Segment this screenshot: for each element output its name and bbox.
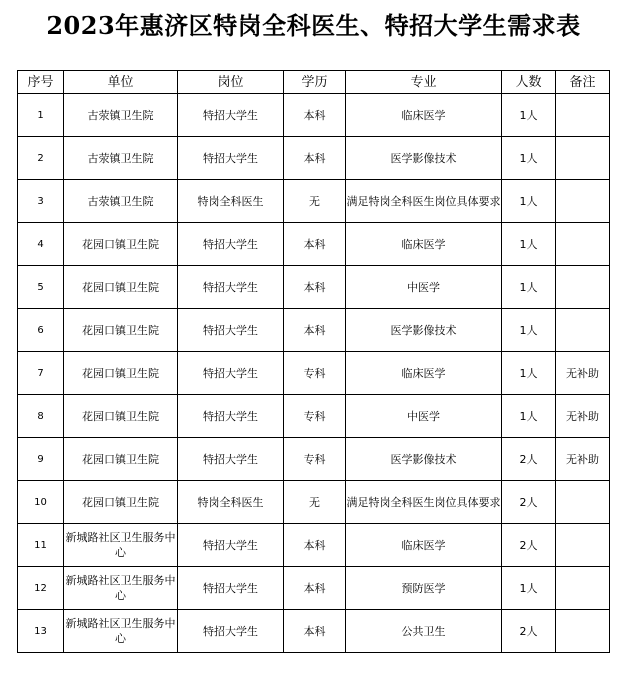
cell-note [556, 481, 610, 524]
cell-note [556, 610, 610, 653]
cell-count: 1人 [502, 94, 556, 137]
cell-count: 2人 [502, 438, 556, 481]
cell-major: 临床医学 [346, 524, 502, 567]
cell-education: 无 [284, 481, 346, 524]
cell-count: 1人 [502, 223, 556, 266]
cell-position: 特招大学生 [178, 137, 284, 180]
cell-position: 特招大学生 [178, 352, 284, 395]
cell-no: 8 [18, 395, 64, 438]
cell-position: 特岗全科医生 [178, 481, 284, 524]
cell-major: 临床医学 [346, 223, 502, 266]
table-row [18, 438, 610, 481]
cell-note [556, 567, 610, 610]
cell-note [556, 94, 610, 137]
cell-major: 医学影像技术 [346, 137, 502, 180]
cell-unit: 花园口镇卫生院 [64, 438, 178, 481]
cell-unit: 新城路社区卫生服务中心 [64, 524, 178, 567]
cell-major: 满足特岗全科医生岗位具体要求 [346, 481, 502, 524]
cell-unit: 花园口镇卫生院 [64, 481, 178, 524]
cell-note [556, 180, 610, 223]
header-unit: 单位 [64, 71, 178, 94]
cell-position: 特招大学生 [178, 567, 284, 610]
table-row [18, 223, 610, 266]
header-note: 备注 [556, 71, 610, 94]
cell-count: 1人 [502, 266, 556, 309]
cell-count: 1人 [502, 180, 556, 223]
cell-count: 1人 [502, 567, 556, 610]
cell-unit: 新城路社区卫生服务中心 [64, 610, 178, 653]
cell-education: 本科 [284, 223, 346, 266]
cell-no: 2 [18, 137, 64, 180]
cell-no: 3 [18, 180, 64, 223]
header-major: 专业 [346, 71, 502, 94]
cell-major: 医学影像技术 [346, 438, 502, 481]
header-no: 序号 [18, 71, 64, 94]
cell-position: 特招大学生 [178, 223, 284, 266]
table-row [18, 266, 610, 309]
cell-position: 特岗全科医生 [178, 180, 284, 223]
cell-no: 10 [18, 481, 64, 524]
cell-note [556, 223, 610, 266]
cell-unit: 古荥镇卫生院 [64, 180, 178, 223]
table-row [18, 395, 610, 438]
cell-education: 专科 [284, 395, 346, 438]
cell-note [556, 137, 610, 180]
cell-no: 5 [18, 266, 64, 309]
table-row [18, 180, 610, 223]
cell-note: 无补助 [556, 438, 610, 481]
cell-education: 本科 [284, 567, 346, 610]
cell-unit: 花园口镇卫生院 [64, 309, 178, 352]
demand-table [17, 70, 610, 653]
cell-count: 1人 [502, 395, 556, 438]
cell-note [556, 266, 610, 309]
table-row [18, 352, 610, 395]
cell-position: 特招大学生 [178, 524, 284, 567]
cell-education: 本科 [284, 524, 346, 567]
cell-unit: 花园口镇卫生院 [64, 395, 178, 438]
cell-unit: 新城路社区卫生服务中心 [64, 567, 178, 610]
cell-education: 专科 [284, 352, 346, 395]
cell-note [556, 524, 610, 567]
table-row [18, 137, 610, 180]
cell-unit: 古荥镇卫生院 [64, 94, 178, 137]
cell-education: 专科 [284, 438, 346, 481]
cell-position: 特招大学生 [178, 438, 284, 481]
cell-position: 特招大学生 [178, 395, 284, 438]
cell-position: 特招大学生 [178, 266, 284, 309]
cell-unit: 古荥镇卫生院 [64, 137, 178, 180]
header-position: 岗位 [178, 71, 284, 94]
cell-unit: 花园口镇卫生院 [64, 223, 178, 266]
cell-major: 临床医学 [346, 94, 502, 137]
cell-education: 本科 [284, 309, 346, 352]
header-count: 人数 [502, 71, 556, 94]
table-row [18, 481, 610, 524]
cell-note: 无补助 [556, 395, 610, 438]
table-row [18, 309, 610, 352]
cell-no: 6 [18, 309, 64, 352]
cell-no: 1 [18, 94, 64, 137]
cell-education: 本科 [284, 266, 346, 309]
cell-major: 临床医学 [346, 352, 502, 395]
cell-no: 7 [18, 352, 64, 395]
table-row [18, 524, 610, 567]
page-title: 2023年惠济区特岗全科医生、特招大学生需求表 [46, 11, 581, 40]
cell-no: 13 [18, 610, 64, 653]
cell-position: 特招大学生 [178, 610, 284, 653]
table-row [18, 567, 610, 610]
cell-note: 无补助 [556, 352, 610, 395]
table-row [18, 610, 610, 653]
cell-note [556, 309, 610, 352]
header-row [18, 71, 610, 94]
cell-count: 2人 [502, 481, 556, 524]
cell-education: 本科 [284, 610, 346, 653]
cell-education: 本科 [284, 94, 346, 137]
cell-major: 医学影像技术 [346, 309, 502, 352]
cell-major: 预防医学 [346, 567, 502, 610]
cell-education: 本科 [284, 137, 346, 180]
header-education: 学历 [284, 71, 346, 94]
cell-count: 1人 [502, 309, 556, 352]
cell-position: 特招大学生 [178, 94, 284, 137]
cell-count: 2人 [502, 524, 556, 567]
cell-major: 公共卫生 [346, 610, 502, 653]
cell-education: 无 [284, 180, 346, 223]
cell-no: 12 [18, 567, 64, 610]
cell-no: 11 [18, 524, 64, 567]
table-row [18, 94, 610, 137]
cell-major: 中医学 [346, 395, 502, 438]
cell-count: 1人 [502, 137, 556, 180]
cell-unit: 花园口镇卫生院 [64, 352, 178, 395]
cell-unit: 花园口镇卫生院 [64, 266, 178, 309]
cell-major: 满足特岗全科医生岗位具体要求 [346, 180, 502, 223]
cell-position: 特招大学生 [178, 309, 284, 352]
cell-major: 中医学 [346, 266, 502, 309]
cell-no: 9 [18, 438, 64, 481]
cell-count: 2人 [502, 610, 556, 653]
cell-count: 1人 [502, 352, 556, 395]
cell-no: 4 [18, 223, 64, 266]
